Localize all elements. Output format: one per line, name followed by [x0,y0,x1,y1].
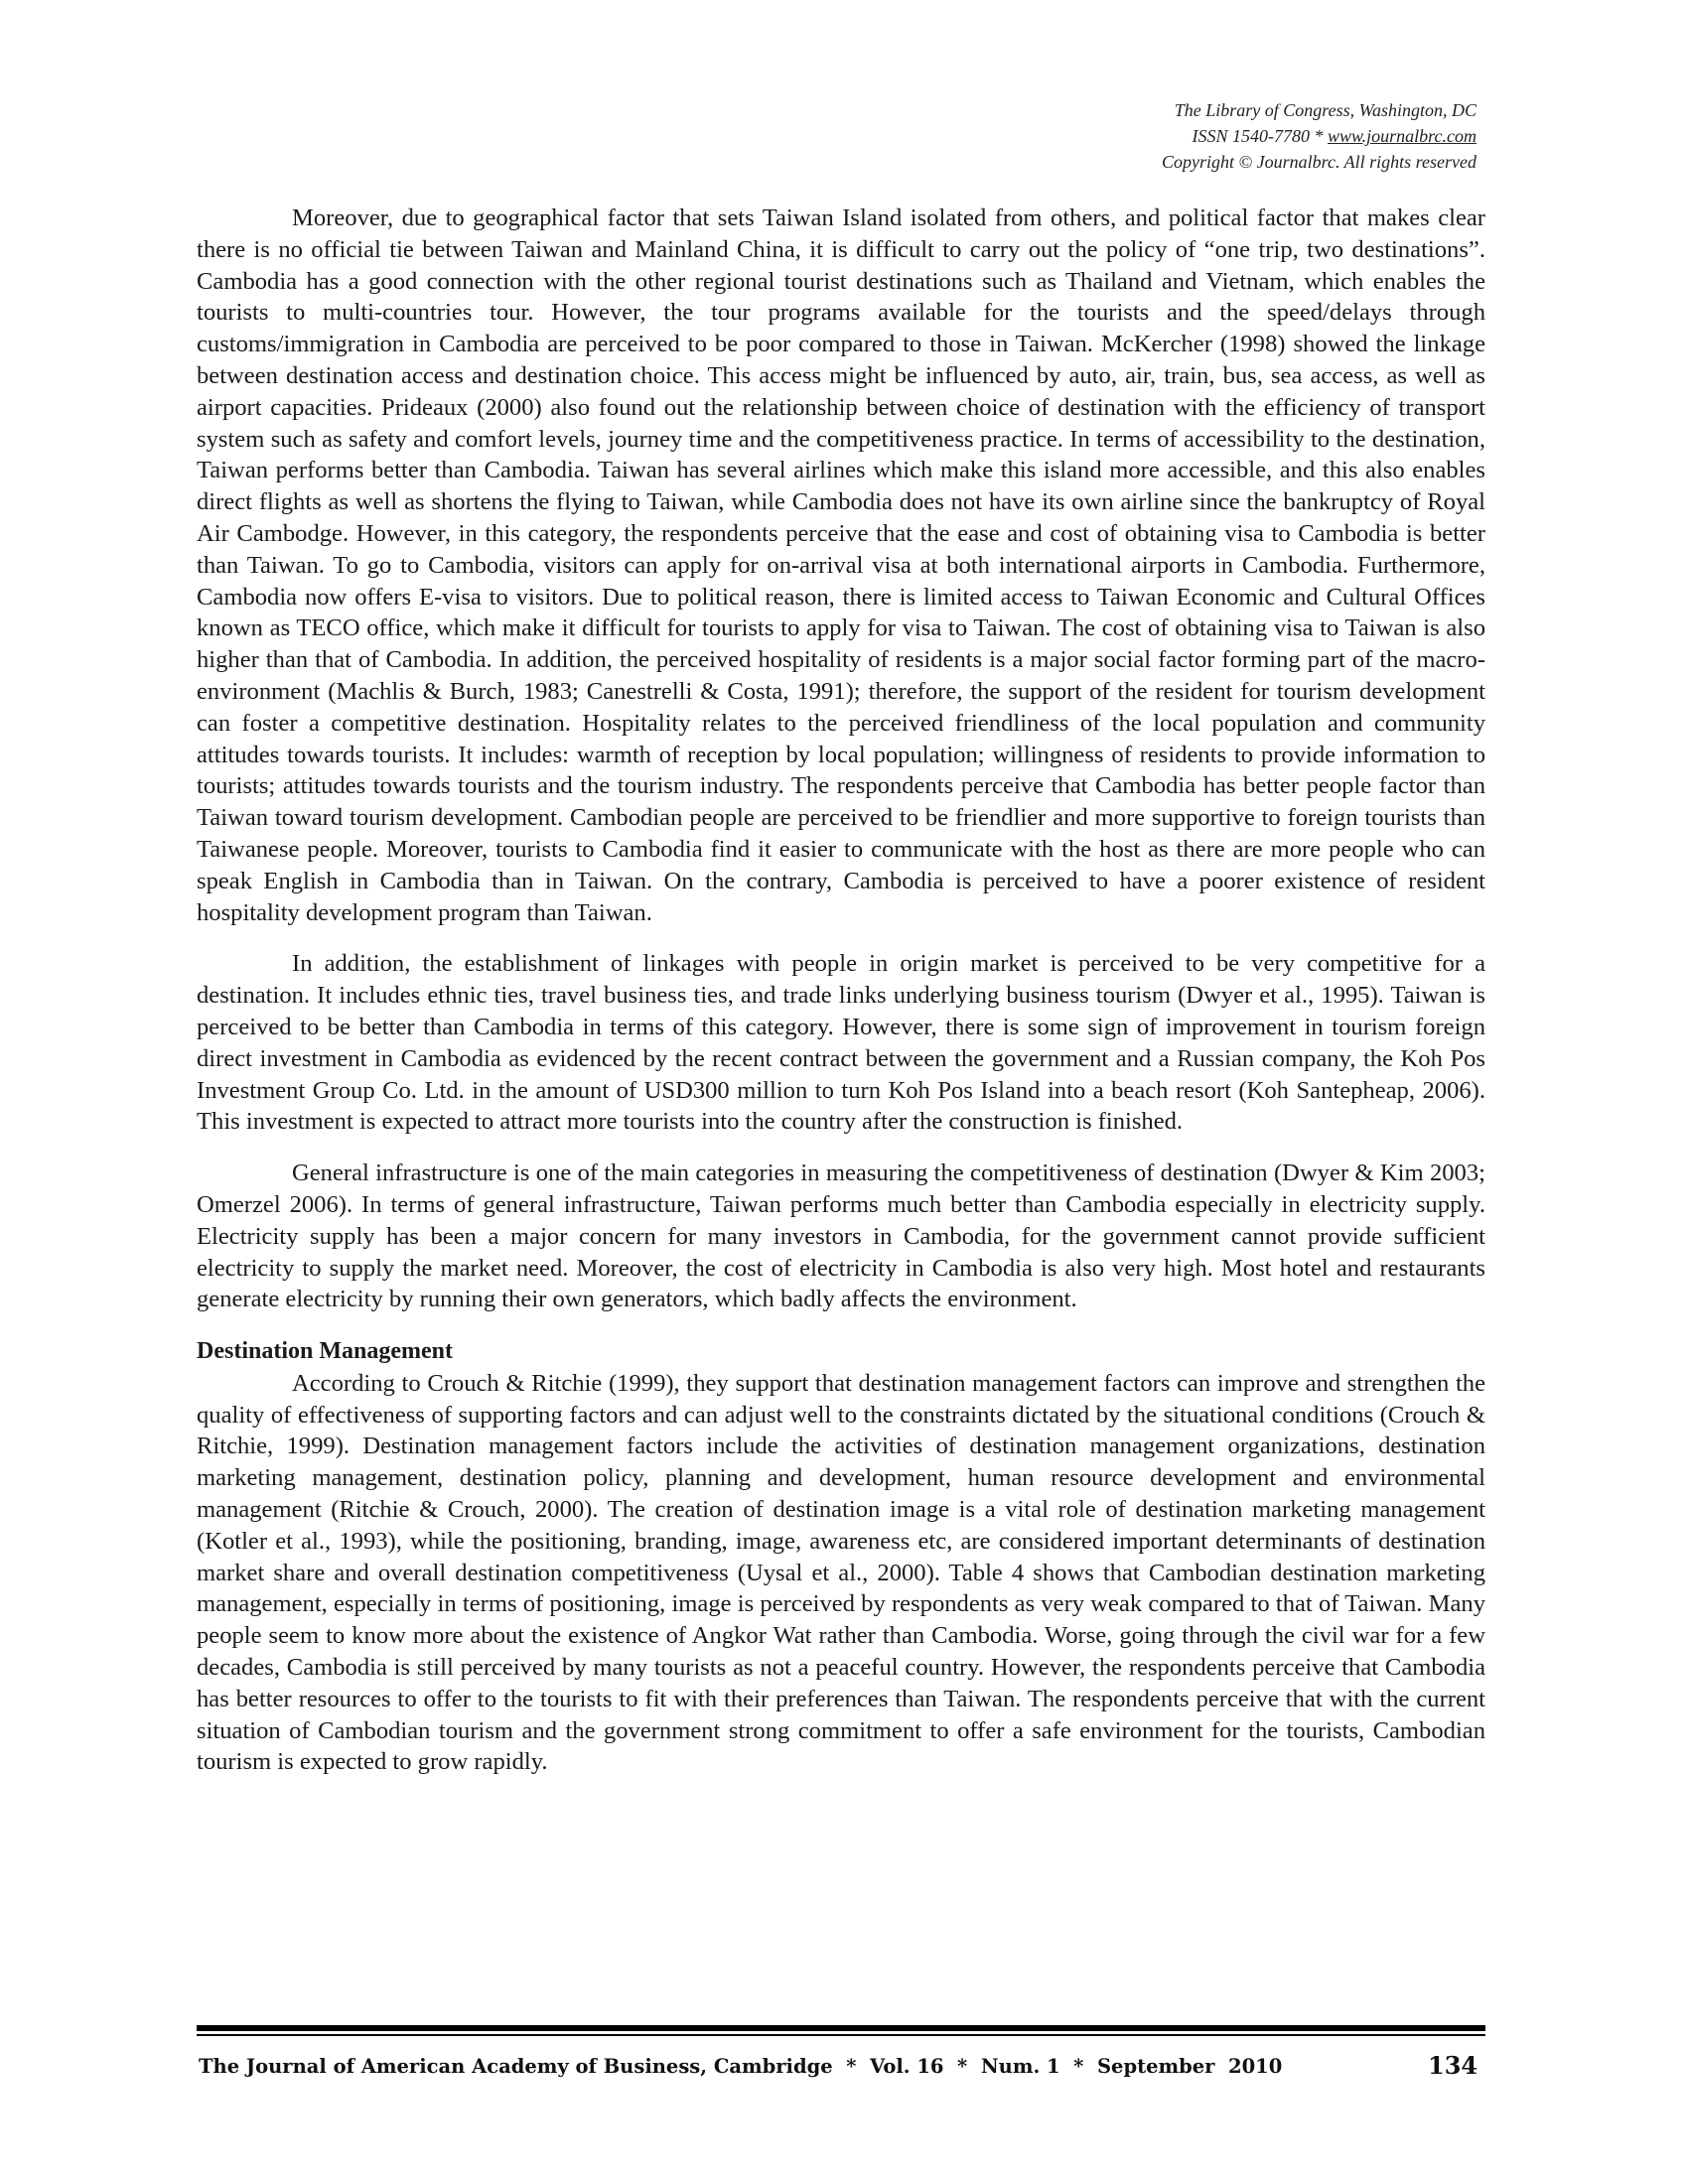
paragraph-linkages: In addition, the establishment of linkages with people in origin market is perceived to be very competitive for a destination. It includes ethnic ties, travel business ties, and trade links underlying business tourism (Dwyer et al., 1995). Taiwan is perceived to be better than Cambodia in terms of this category. However, there is some sign of improvement in tourism foreign direct investment in Cambodia as evidenced by the recent contract between the government and a Russian company, the Koh Pos Investment Group Co. Ltd. in the amount of USD300 million to turn Koh Pos Island into a beach resort (Koh Santepheap, 2006). This investment is expected to attract more tourists into the country after the construction is finished. [197,950,1485,1136]
footer-journal-citation: The Journal of American Academy of Business, Cambridge * Vol. 16 * Num. 1 * September 2010 [199,2055,1283,2078]
article-body [197,203,1485,1778]
page-header [881,97,1477,175]
page-number: 134 [1428,2051,1478,2080]
header-library-line: The Library of Congress, Washington, DC [1174,100,1477,120]
header-copyright-line: Copyright © Journalbrc. All rights reserved [1162,152,1477,172]
header-issn-line [881,123,1477,149]
paragraph-accessibility: Moreover, due to geographical factor that sets Taiwan Island isolated from others, and political factor that makes clear there is no official tie between Taiwan and Mainland China, it is difficult to carry out the policy of “one trip, two destinations”. Cambodia has a good connection with the other regional tourist destinations such as Thailand and Vietnam, which enables the tourists to multi-countries tour. However, the tour programs available for the tourists and the speed/delays through customs/immigration in Cambodia are perceived to be poor compared to those in Taiwan. McKercher (1998) showed the linkage between destination access and destination choice. This access might be influenced by auto, air, train, bus, sea access, as well as airport capacities. Prideaux (2000) also found out the relationship between choice of destination with the efficiency of transport system such as safety and comfort levels, journey time and the competitiveness practice. In terms of accessibility to the destination, Taiwan performs better than Cambodia. Taiwan has several airlines which make this island more accessible, and this also enables direct flights as well as shortens the flying to Taiwan, while Cambodia does not have its own airline since the bankruptcy of Royal Air Cambodge. However, in this category, the respondents perceive that the ease and cost of obtaining visa to Cambodia is better than Taiwan. To go to Cambodia, visitors can apply for on-arrival visa at both international airports in Cambodia. Furthermore, Cambodia now offers E-visa to visitors. Due to political reason, there is limited access to Taiwan Economic and Cultural Offices known as TECO office, which make it difficult for tourists to apply for visa to Taiwan. The cost of obtaining visa to Taiwan is also higher than that of Cambodia. In addition, the perceived hospitality of residents is a major social factor forming part of the macro-environment (Machlis & Burch, 1983; Canestrelli & Costa, 1991); therefore, the support of the resident for tourism development can foster a competitive destination. Hospitality relates to the perceived friendliness of the local population and community attitudes towards tourists. It includes: warmth of reception by local population; willingness of residents to provide information to tourists; attitudes towards tourists and the tourism industry. The respondents perceive that Cambodia has better people factor than Taiwan toward tourism development. Cambodian people are perceived to be friendlier and more supportive to foreign tourists than Taiwanese people. Moreover, tourists to Cambodia find it easier to communicate with the host as there are more people who can speak English in Cambodia than in Taiwan. On the contrary, Cambodia is perceived to have a poorer existence of resident hospitality development program than Taiwan. [197,205,1485,926]
section-heading-destination-management: Destination Management [197,1338,453,1365]
footer-rule-thin [197,2034,1485,2036]
header-issn: ISSN 1540-7780 * [1192,126,1328,146]
paragraph-infrastructure: General infrastructure is one of the main categories in measuring the competitiveness of destination (Dwyer & Kim 2003; Omerzel 2006). In terms of general infrastructure, Taiwan performs much better than Cambodia especially in electricity supply. Electricity supply has been a major concern for many investors in Cambodia, for the government cannot provide sufficient electricity to supply the market need. Moreover, the cost of electricity in Cambodia is also very high. Most hotel and restaurants generate electricity by running their own generators, which badly affects the environment. [197,1160,1485,1313]
journal-website-link[interactable]: www.journalbrc.com [1327,126,1477,146]
footer-rule-thick [197,2025,1485,2031]
paragraph-destination-management: According to Crouch & Ritchie (1999), they support that destination management factors can improve and strengthen the quality of effectiveness of supporting factors and can adjust well to the constraints dictated by the situational conditions (Crouch & Ritchie, 1999). Destination management factors include the activities of destination management organizations, destination marketing management, destination policy, planning and development, human resource development and environmental management (Ritchie & Crouch, 2000). The creation of destination image is a vital role of destination marketing management (Kotler et al., 1993), while the positioning, branding, image, awareness etc, are considered important determinants of destination market share and overall destination competitiveness (Uysal et al., 2000). Table 4 shows that Cambodian destination marketing management, especially in terms of positioning, image is perceived by respondents as very weak compared to that of Taiwan. Many people seem to know more about the existence of Angkor Wat rather than Cambodia. Worse, going through the civil war for a few decades, Cambodia is still perceived by many tourists as not a peaceful country. However, the respondents perceive that Cambodia has better resources to offer to the tourists to fit with their preferences than Taiwan. The respondents perceive that with the current situation of Cambodian tourism and the government strong commitment to offer a safe environment for the tourists, Cambodian tourism is expected to grow rapidly. [197,1369,1485,1776]
